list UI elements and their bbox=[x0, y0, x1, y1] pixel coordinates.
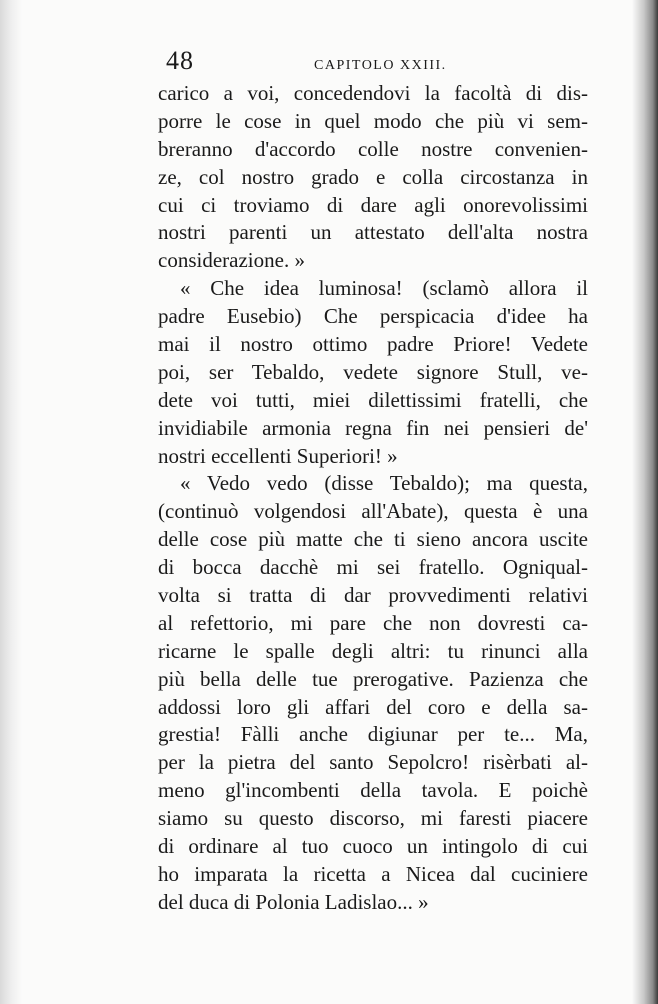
text-line: nostri eccellenti Superiori! » bbox=[158, 443, 398, 468]
text-line: del duca di Polonia Ladislao... » bbox=[158, 889, 429, 914]
text-line: grestia! Fàlli anche digiunar per te... Ma, bbox=[158, 722, 588, 747]
body-text bbox=[158, 80, 588, 917]
text-line: « Che idea luminosa! (sclamò allora il bbox=[180, 276, 588, 301]
paragraph bbox=[158, 275, 588, 470]
text-line: considerazione. » bbox=[158, 248, 305, 273]
text-line: ho imparata la ricetta a Nicea dal cuciniere bbox=[158, 861, 588, 886]
text-line: di ordinare al tuo cuoco un intingolo di cui bbox=[158, 834, 588, 859]
running-head: CAPITOLO XXIII. bbox=[314, 58, 447, 73]
text-line: ze, col nostro grado e colla circostanza in bbox=[158, 164, 588, 189]
text-line: siamo su questo discorso, mi faresti piacere bbox=[158, 806, 588, 831]
text-line: ricarne le spalle degli altri: tu rinunci alla bbox=[158, 638, 588, 663]
text-line: dete voi tutti, miei dilettissimi fratelli, che bbox=[158, 387, 588, 412]
text-line: invidiabile armonia regna fin nei pensieri de' bbox=[158, 415, 588, 440]
text-line: delle cose più matte che ti sieno ancora uscite bbox=[158, 527, 588, 552]
text-line: al refettorio, mi pare che non dovresti ca- bbox=[158, 610, 588, 635]
page-edge-shadow bbox=[632, 0, 658, 1004]
text-line: di bocca dacchè mi sei fratello. Ogniqual- bbox=[158, 555, 588, 580]
page-header bbox=[158, 44, 588, 84]
text-line: padre Eusebio) Che perspicacia d'idee ha bbox=[158, 304, 588, 329]
text-line: per la pietra del santo Sepolcro! risèrbati al- bbox=[158, 750, 588, 775]
text-line: volta si tratta di dar provvedimenti relativi bbox=[158, 583, 588, 608]
paragraph bbox=[158, 80, 588, 275]
text-line: porre le cose in quel modo che più vi sem- bbox=[158, 108, 588, 133]
text-line: più bella delle tue prerogative. Pazienza che bbox=[158, 666, 588, 691]
text-line: breranno d'accordo colle nostre convenien- bbox=[158, 136, 588, 161]
text-line: cui ci troviamo di dare agli onorevolissimi bbox=[158, 192, 588, 217]
text-line: « Vedo vedo (disse Tebaldo); ma questa, bbox=[180, 471, 588, 496]
text-line: carico a voi, concedendovi la facoltà di dis- bbox=[158, 81, 588, 105]
text-line: (continuò volgendosi all'Abate), questa è una bbox=[158, 499, 588, 524]
text-line: addossi loro gli affari del coro e della sa- bbox=[158, 694, 588, 719]
page-number: 48 bbox=[166, 46, 194, 75]
paragraph bbox=[158, 470, 588, 916]
text-line: nostri parenti un attestato dell'alta nostra bbox=[158, 220, 588, 245]
text-line: poi, ser Tebaldo, vedete signore Stull, ve- bbox=[158, 359, 588, 384]
text-line: meno gl'incombenti della tavola. E poichè bbox=[158, 778, 588, 803]
gutter-shadow bbox=[0, 0, 22, 1004]
text-line: mai il nostro ottimo padre Priore! Vedete bbox=[158, 332, 588, 357]
